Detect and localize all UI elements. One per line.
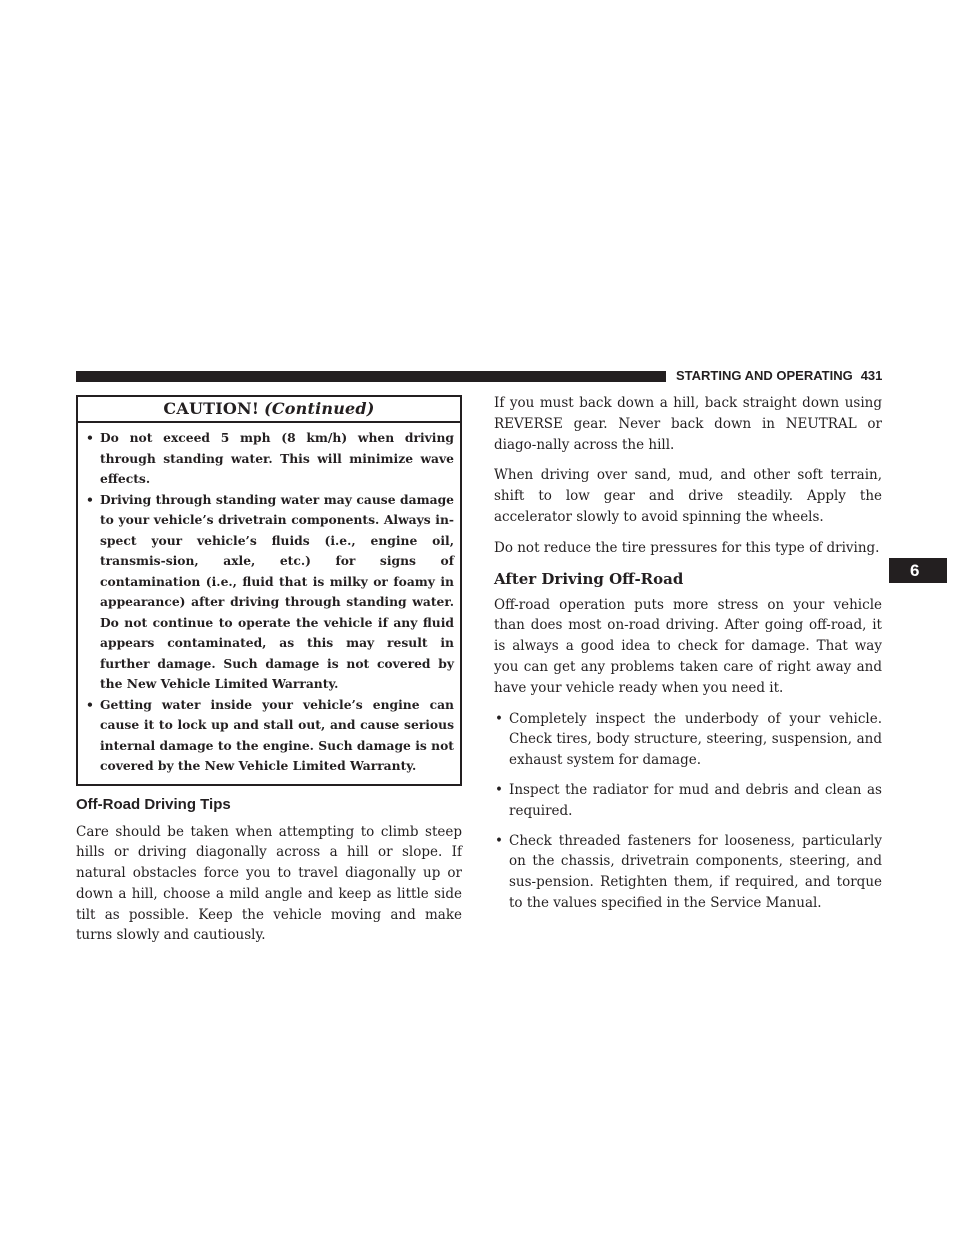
body-paragraph: If you must back down a hill, back straight down using REVERSE gear. Never back down in NEUTRAL or diago-nally across the hill. bbox=[494, 395, 882, 453]
list-item: • Completely inspect the underbody of your vehicle. Check tires, body structure, steering, suspension, and exhaust system for damage. bbox=[494, 709, 882, 771]
after-off-road-heading: After Driving Off-Road bbox=[494, 569, 684, 588]
left-column bbox=[76, 395, 462, 946]
list-item: • Check threaded fasteners for looseness, particularly on the chassis, drivetrain components, steering, and sus-pension. Retighten them, if required, and torque to the values specified in the Service Manual. bbox=[494, 831, 882, 914]
running-header bbox=[676, 368, 886, 383]
caution-box bbox=[76, 395, 462, 786]
section-title: STARTING AND OPERATING bbox=[676, 368, 853, 383]
after-off-road-paragraph: Off-road operation puts more stress on your vehicle than does most on-road driving. After going off-road, it is always a good idea to check for damage. That way you can get any problems taken care of right away and have your vehicle ready when you need it. bbox=[494, 596, 882, 696]
off-road-tips-heading: Off-Road Driving Tips bbox=[76, 795, 231, 813]
page-number: 431 bbox=[860, 368, 883, 383]
caution-item: • Getting water inside your vehicle’s engine can cause it to lock up and stall out, and cause serious internal damage to the engine. Such damage is not covered by the New Vehicle Limited Warranty. bbox=[86, 695, 454, 777]
caution-item: • Driving through standing water may cause damage to your vehicle’s drivetrain components. Always in-spect your vehicle’s fluids (i.e., engine oil, transmis-sion, axle, etc.) for signs of contamination (i.e., fluid that is milky or foamy in appearance) after driving through standing water. Do not continue to operate the vehicle if any fluid appears contaminated, as this may result in further damage. Such damage is not covered by the New Vehicle Limited Warranty. bbox=[86, 490, 454, 695]
header-rule bbox=[76, 371, 666, 382]
body-paragraph: When driving over sand, mud, and other soft terrain, shift to low gear and drive steadily. Apply the accelerator slowly to avoid spinning the wheels. bbox=[494, 467, 882, 525]
list-item: • Inspect the radiator for mud and debris and clean as required. bbox=[494, 780, 882, 822]
body-paragraph: Do not reduce the tire pressures for this type of driving. bbox=[494, 539, 880, 556]
off-road-tips-paragraph: Care should be taken when attempting to climb steep hills or driving diagonally across a hill or slope. If natural obstacles force you to travel diagonally up or down a hill, choose a mild angle and keep as little side tilt as possible. Keep the vehicle moving and make turns slowly and cautiously. bbox=[76, 823, 462, 944]
chapter-tab: 6 bbox=[889, 558, 947, 583]
caution-list bbox=[78, 423, 460, 784]
caution-title bbox=[78, 397, 460, 423]
right-column bbox=[494, 393, 882, 923]
caution-label: CAUTION! bbox=[163, 399, 260, 418]
caution-continued: (Continued) bbox=[264, 399, 375, 418]
inspection-list bbox=[494, 709, 882, 914]
caution-item: • Do not exceed 5 mph (8 km/h) when driving through standing water. This will minimize wave effects. bbox=[86, 428, 454, 490]
